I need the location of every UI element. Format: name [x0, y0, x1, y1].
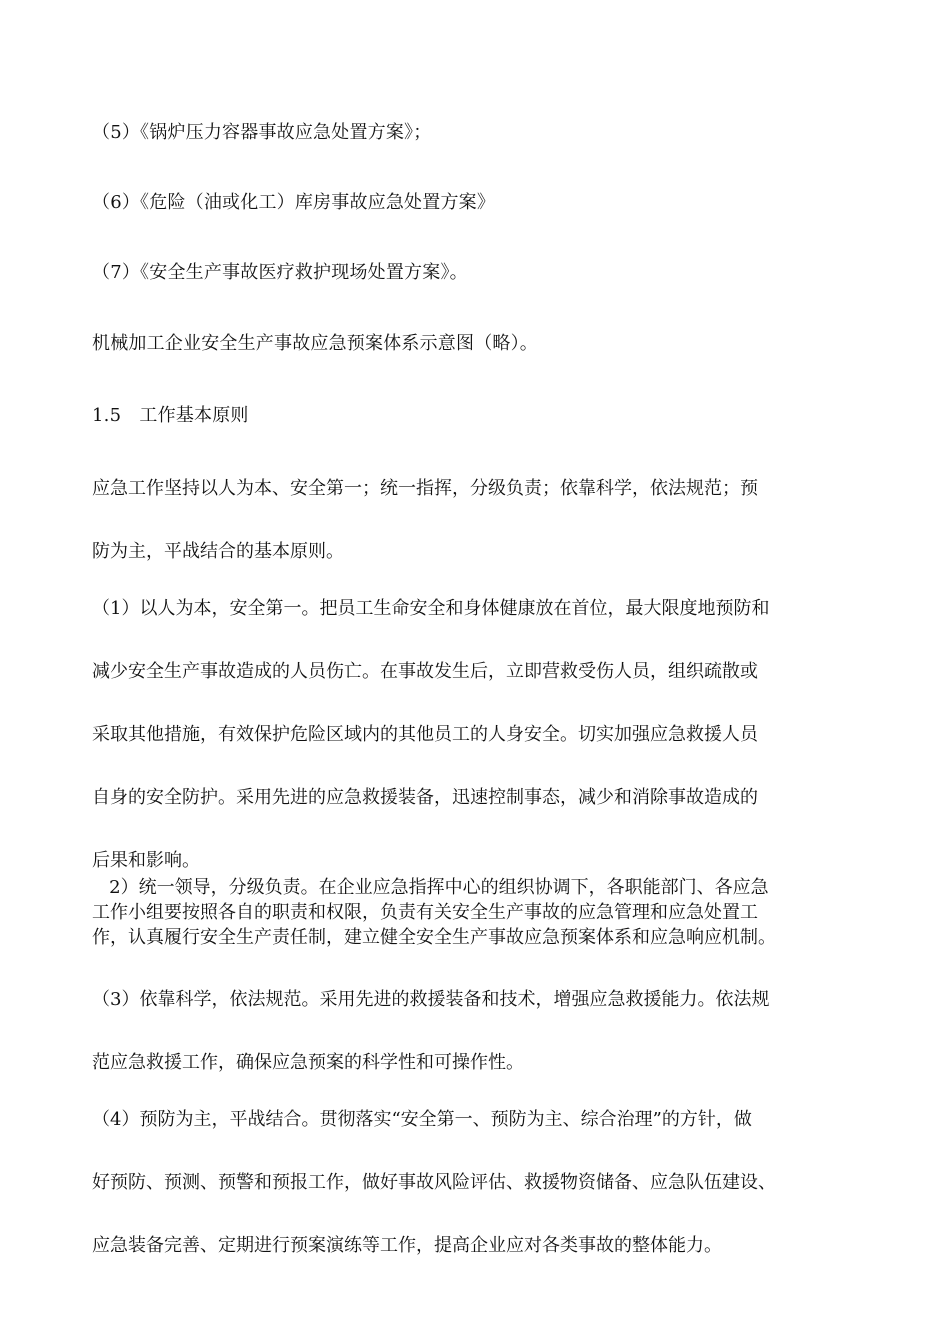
- paragraph-line: 工作小组要按照各自的职责和权限，负责有关安全生产事故的应急管理和应急处置工: [92, 902, 758, 923]
- paragraph-line: 减少安全生产事故造成的人员伤亡。在事故发生后，立即营救受伤人员，组织疏散或: [92, 661, 758, 682]
- paragraph-line: （3）依靠科学，依法规范。采用先进的救援装备和技术，增强应急救援能力。依法规: [92, 989, 770, 1010]
- paragraph-line: 作，认真履行安全生产责任制，建立健全安全生产事故应急预案体系和应急响应机制。: [92, 927, 776, 948]
- list-item-plan-5: （5）《锅炉压力容器事故应急处置方案》；: [92, 122, 432, 143]
- list-item-plan-6: （6）《危险（油或化工）库房事故应急处置方案》: [92, 192, 496, 213]
- principle-1-paragraph: [92, 577, 858, 892]
- principle-2-paragraph: [92, 875, 858, 950]
- list-item-plan-7: （7）《安全生产事故医疗救护现场处置方案》。: [92, 262, 468, 283]
- paragraph-line: 采取其他措施，有效保护危险区域内的其他员工的人身安全。切实加强应急救援人员: [92, 724, 758, 745]
- paragraph-line: 范应急救援工作，确保应急预案的科学性和可操作性。: [92, 1052, 524, 1073]
- intro-paragraph: [92, 457, 858, 583]
- paragraph-line: 好预防、预测、预警和预报工作，做好事故风险评估、救援物资储备、应急队伍建设、: [92, 1172, 776, 1193]
- principle-4-paragraph: [92, 1088, 858, 1277]
- paragraph-line: 防为主，平战结合的基本原则。: [92, 541, 344, 562]
- diagram-note: 机械加工企业安全生产事故应急预案体系示意图（略）。: [92, 333, 538, 354]
- principle-3-paragraph: [92, 968, 858, 1094]
- paragraph-line: 后果和影响。: [92, 850, 200, 871]
- paragraph-line: 自身的安全防护。采用先进的应急救援装备，迅速控制事态，减少和消除事故造成的: [92, 787, 758, 808]
- paragraph-line: 应急工作坚持以人为本、安全第一；统一指挥，分级负责；依靠科学，依法规范；预: [92, 478, 758, 499]
- section-heading: 1.5 工作基本原则: [92, 405, 249, 426]
- paragraph-line: 应急装备完善、定期进行预案演练等工作，提高企业应对各类事故的整体能力。: [92, 1235, 722, 1256]
- paragraph-line: （1）以人为本，安全第一。把员工生命安全和身体健康放在首位，最大限度地预防和: [92, 598, 770, 619]
- paragraph-line: （4）预防为主，平战结合。贯彻落实“安全第一、预防为主、综合治理”的方针，做: [92, 1109, 752, 1130]
- paragraph-line: 2）统一领导，分级负责。在企业应急指挥中心的组织协调下，各职能部门、各应急: [92, 877, 769, 898]
